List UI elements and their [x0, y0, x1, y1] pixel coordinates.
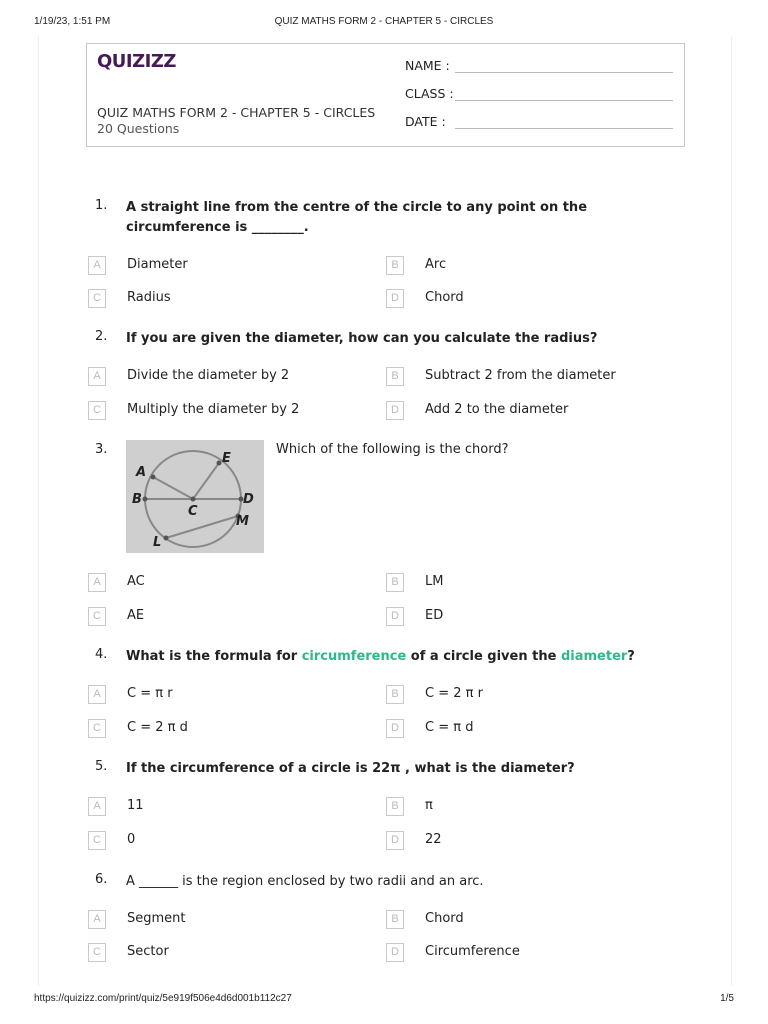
highlight-circumference: circumference	[301, 649, 407, 664]
option-letter: B	[386, 797, 404, 816]
option-letter: D	[386, 719, 404, 738]
option-c[interactable]	[88, 831, 368, 851]
option-text: π	[425, 798, 433, 813]
option-c[interactable]	[88, 719, 368, 739]
option-text: C = 2 π r	[425, 686, 483, 701]
option-a[interactable]	[88, 573, 368, 593]
highlight-diameter: diameter	[560, 649, 628, 664]
class-field[interactable]	[405, 86, 454, 101]
question-number: 5.	[95, 759, 108, 774]
option-letter: D	[386, 943, 404, 962]
option-text: Circumference	[425, 944, 520, 959]
option-text: LM	[425, 574, 444, 589]
option-letter: D	[386, 289, 404, 308]
option-letter: C	[88, 607, 106, 626]
option-d[interactable]	[386, 831, 666, 851]
question-number: 1.	[95, 198, 108, 213]
option-letter: A	[88, 910, 106, 929]
option-text: AC	[127, 574, 145, 589]
option-letter: C	[88, 943, 106, 962]
print-datetime: 1/19/23, 1:51 PM	[34, 16, 111, 27]
option-text: Subtract 2 from the diameter	[425, 368, 616, 383]
svg-text:C: C	[188, 504, 198, 519]
svg-text:QUIZIZZ: QUIZIZZ	[97, 51, 176, 72]
option-a[interactable]	[88, 256, 368, 276]
option-text: 22	[425, 832, 442, 847]
option-a[interactable]	[88, 685, 368, 705]
option-a[interactable]	[88, 797, 368, 817]
circle-diagram-svg	[126, 440, 264, 553]
option-letter: C	[88, 289, 106, 308]
option-a[interactable]	[88, 910, 368, 930]
option-text: C = π r	[127, 686, 173, 701]
option-letter: A	[88, 256, 106, 275]
option-letter: D	[386, 831, 404, 850]
option-text: Add 2 to the diameter	[425, 402, 569, 417]
class-line	[455, 100, 673, 101]
option-c[interactable]	[88, 289, 368, 309]
print-footer	[34, 993, 734, 1007]
question-text: If the circumference of a circle is 22π , what is the diameter?	[126, 761, 575, 776]
option-letter: B	[386, 573, 404, 592]
svg-text:A: A	[136, 465, 147, 480]
print-header	[34, 16, 734, 30]
option-letter: C	[88, 719, 106, 738]
question-text: A straight line from the centre of the circle to any point on the circumference is ________.	[126, 200, 588, 235]
print-url[interactable]: https://quizizz.com/print/quiz/5e919f506e4d6d001b112c27	[34, 993, 292, 1004]
option-letter: A	[88, 367, 106, 386]
option-text: C = π d	[425, 720, 474, 735]
option-b[interactable]	[386, 910, 666, 930]
option-b[interactable]	[386, 797, 666, 817]
svg-text:L: L	[153, 535, 162, 550]
date-label: DATE :	[405, 114, 446, 129]
option-c[interactable]	[88, 401, 368, 421]
question-text: What is the formula for circumference of a circle given the diameter?	[126, 649, 635, 664]
page-number: 1/5	[720, 993, 734, 1004]
option-text: Multiply the diameter by 2	[127, 402, 300, 417]
option-b[interactable]	[386, 367, 666, 387]
svg-text:E: E	[222, 451, 231, 466]
date-line	[455, 128, 673, 129]
quiz-title: QUIZ MATHS FORM 2 - CHAPTER 5 - CIRCLES	[97, 105, 376, 120]
option-letter: D	[386, 607, 404, 626]
name-label: NAME :	[405, 58, 450, 73]
quizizz-logo	[97, 50, 177, 77]
svg-text:D: D	[243, 492, 254, 507]
option-letter: C	[88, 401, 106, 420]
question-number: 6.	[95, 872, 108, 887]
date-field[interactable]	[405, 114, 446, 129]
option-text: Divide the diameter by 2	[127, 368, 290, 383]
option-letter: C	[88, 831, 106, 850]
option-a[interactable]	[88, 367, 368, 387]
svg-text:M: M	[236, 514, 249, 529]
option-text: C = 2 π d	[127, 720, 188, 735]
option-d[interactable]	[386, 943, 666, 963]
question-number: 4.	[95, 647, 108, 662]
option-b[interactable]	[386, 573, 666, 593]
option-text: ED	[425, 608, 444, 623]
option-letter: A	[88, 685, 106, 704]
option-d[interactable]	[386, 607, 666, 627]
option-letter: A	[88, 573, 106, 592]
question-count: 20 Questions	[97, 121, 180, 136]
name-line	[455, 72, 673, 73]
option-text: Diameter	[127, 257, 188, 272]
option-c[interactable]	[88, 943, 368, 963]
option-text: Chord	[425, 290, 464, 305]
option-text: Segment	[127, 911, 186, 926]
option-letter: B	[386, 685, 404, 704]
option-letter: D	[386, 401, 404, 420]
option-b[interactable]	[386, 256, 666, 276]
class-label: CLASS :	[405, 86, 454, 101]
option-text: Arc	[425, 257, 447, 272]
circle-diagram	[126, 440, 264, 553]
name-field[interactable]	[405, 58, 450, 73]
question-text: If you are given the diameter, how can you calculate the radius?	[126, 331, 598, 346]
option-text: Sector	[127, 944, 169, 959]
option-d[interactable]	[386, 401, 666, 421]
option-d[interactable]	[386, 719, 666, 739]
option-text: Chord	[425, 911, 464, 926]
quiz-header-box	[86, 43, 685, 147]
question-text: A ______ is the region enclosed by two radii and an arc.	[126, 874, 484, 889]
option-letter: B	[386, 910, 404, 929]
option-text: 11	[127, 798, 144, 813]
quizizz-logo-wordmark	[97, 50, 177, 72]
option-text: Radius	[127, 290, 171, 305]
option-text: AE	[127, 608, 145, 623]
option-letter: B	[386, 256, 404, 275]
option-letter: B	[386, 367, 404, 386]
option-d[interactable]	[386, 289, 666, 309]
option-letter: A	[88, 797, 106, 816]
print-title: QUIZ MATHS FORM 2 - CHAPTER 5 - CIRCLES	[274, 16, 494, 27]
svg-text:B: B	[132, 492, 142, 507]
option-c[interactable]	[88, 607, 368, 627]
option-text: 0	[127, 832, 136, 847]
question-number: 2.	[95, 329, 108, 344]
option-b[interactable]	[386, 685, 666, 705]
question-number: 3.	[95, 442, 108, 457]
question-text: Which of the following is the chord?	[276, 442, 509, 457]
